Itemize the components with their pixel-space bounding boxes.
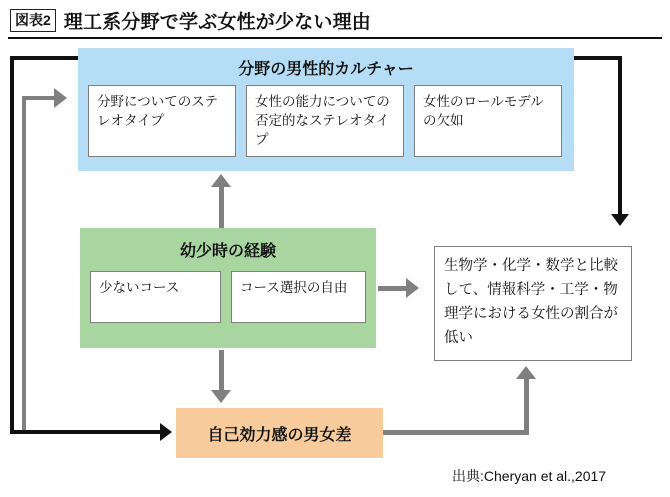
figure-number-badge: 図表2	[10, 9, 56, 32]
culture-item-lack-of-role-models: 女性のロールモデルの欠如	[414, 85, 562, 157]
connector-gray-left-vertical	[22, 96, 26, 430]
outcome-box: 生物学・化学・数学と比較して、情報科学・工学・物理学における女性の割合が低い	[434, 246, 632, 361]
connector-outer-loop-top	[10, 56, 80, 60]
arrowhead-into-outcome-bottom	[516, 366, 536, 379]
childhood-item-few-courses: 少ないコース	[90, 271, 221, 323]
childhood-item-course-choice-freedom: コース選択の自由	[231, 271, 366, 323]
connector-outer-loop-left	[10, 56, 14, 434]
source-citation: 出典:Cheryan et al.,2017	[452, 468, 607, 484]
arrowhead-into-efficacy-top	[211, 390, 231, 403]
arrowhead-into-outcome-left	[406, 278, 419, 298]
connector-efficacy-to-outcome-horizontal	[383, 430, 529, 435]
arrowhead-into-culture-bottom	[211, 174, 231, 187]
self-efficacy-box	[176, 408, 383, 458]
connector-gray-left-top	[22, 96, 56, 100]
culture-item-negative-stereotype-about-women: 女性の能力についての否定的なステレオタイプ	[246, 85, 404, 157]
connector-childhood-to-efficacy	[219, 350, 224, 392]
connector-efficacy-to-outcome-vertical	[524, 378, 529, 435]
connector-childhood-to-culture	[219, 186, 224, 230]
arrowhead-gray-into-culture	[54, 88, 67, 108]
connector-childhood-to-outcome	[378, 286, 408, 291]
header-divider	[8, 37, 662, 39]
page-title: 理工系分野で学ぶ女性が少ない理由	[63, 11, 371, 33]
figure-header	[0, 0, 670, 40]
connector-culture-to-outcome-vertical	[618, 56, 622, 216]
self-efficacy-label: 自己効力感の男女差	[207, 426, 352, 444]
culture-item-stereotype-about-field: 分野についてのステレオタイプ	[88, 85, 236, 157]
connector-culture-to-outcome-horizontal	[574, 56, 622, 60]
connector-outer-loop-bottom	[10, 430, 162, 434]
childhood-group-title: 幼少時の経験	[179, 243, 276, 260]
arrowhead-into-outcome-top	[611, 214, 629, 226]
arrowhead-into-efficacy-left	[160, 423, 172, 441]
culture-group-title: 分野の男性的カルチャー	[238, 61, 414, 78]
